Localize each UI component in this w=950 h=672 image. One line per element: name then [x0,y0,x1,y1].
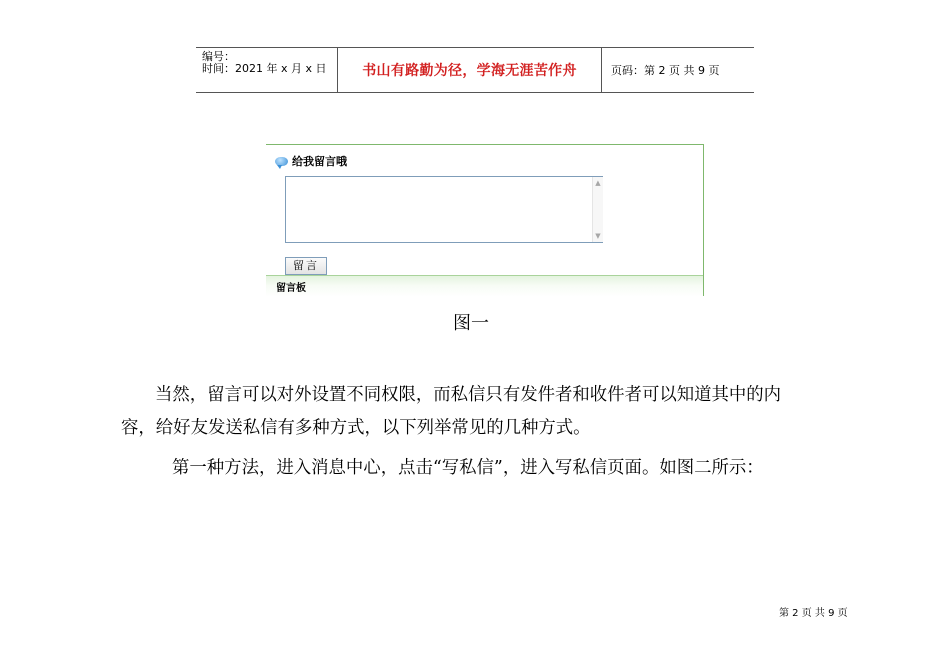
arrow-down-icon[interactable]: ▼ [595,232,601,240]
figure-caption: 图一 [453,313,489,334]
header-table [196,47,754,93]
speech-bubble-icon [275,157,288,166]
leave-message-button[interactable]: 留言 [285,257,327,275]
header-meta-cell [196,48,338,92]
arrow-up-icon[interactable]: ▲ [595,179,601,187]
guestbook-screenshot [266,144,704,296]
header-page-cell [602,48,754,92]
motto-text: 书山有路勤为径，学海无涯苦作舟 [362,63,577,79]
paragraph-2: 第一种方法，进入消息中心，点击“写私信”，进入写私信页面。如图二所示： [172,458,764,478]
time-label: 时间：2021 年 x 月 x 日 [202,62,327,75]
page-footer: 第 2 页 共 9 页 [779,608,848,619]
textarea-scrollbar[interactable] [592,177,603,242]
serial-label: 编号： [202,50,235,63]
header-motto-cell [338,48,602,92]
page-label: 页码：第 2 页 共 9 页 [611,64,720,77]
message-board-bar [266,275,703,297]
guestbook-title-text: 给我留言哦 [292,155,347,168]
message-textarea[interactable] [285,176,603,243]
paragraph-1-line-2: 容，给好友发送私信有多种方式，以下列举常见的几种方式。 [121,418,591,438]
paragraph-1-line-1: 当然，留言可以对外设置不同权限，而私信只有发件者和收件者可以知道其中的内 [155,385,782,405]
guestbook-title [275,153,347,169]
message-board-label: 留言板 [276,283,306,294]
